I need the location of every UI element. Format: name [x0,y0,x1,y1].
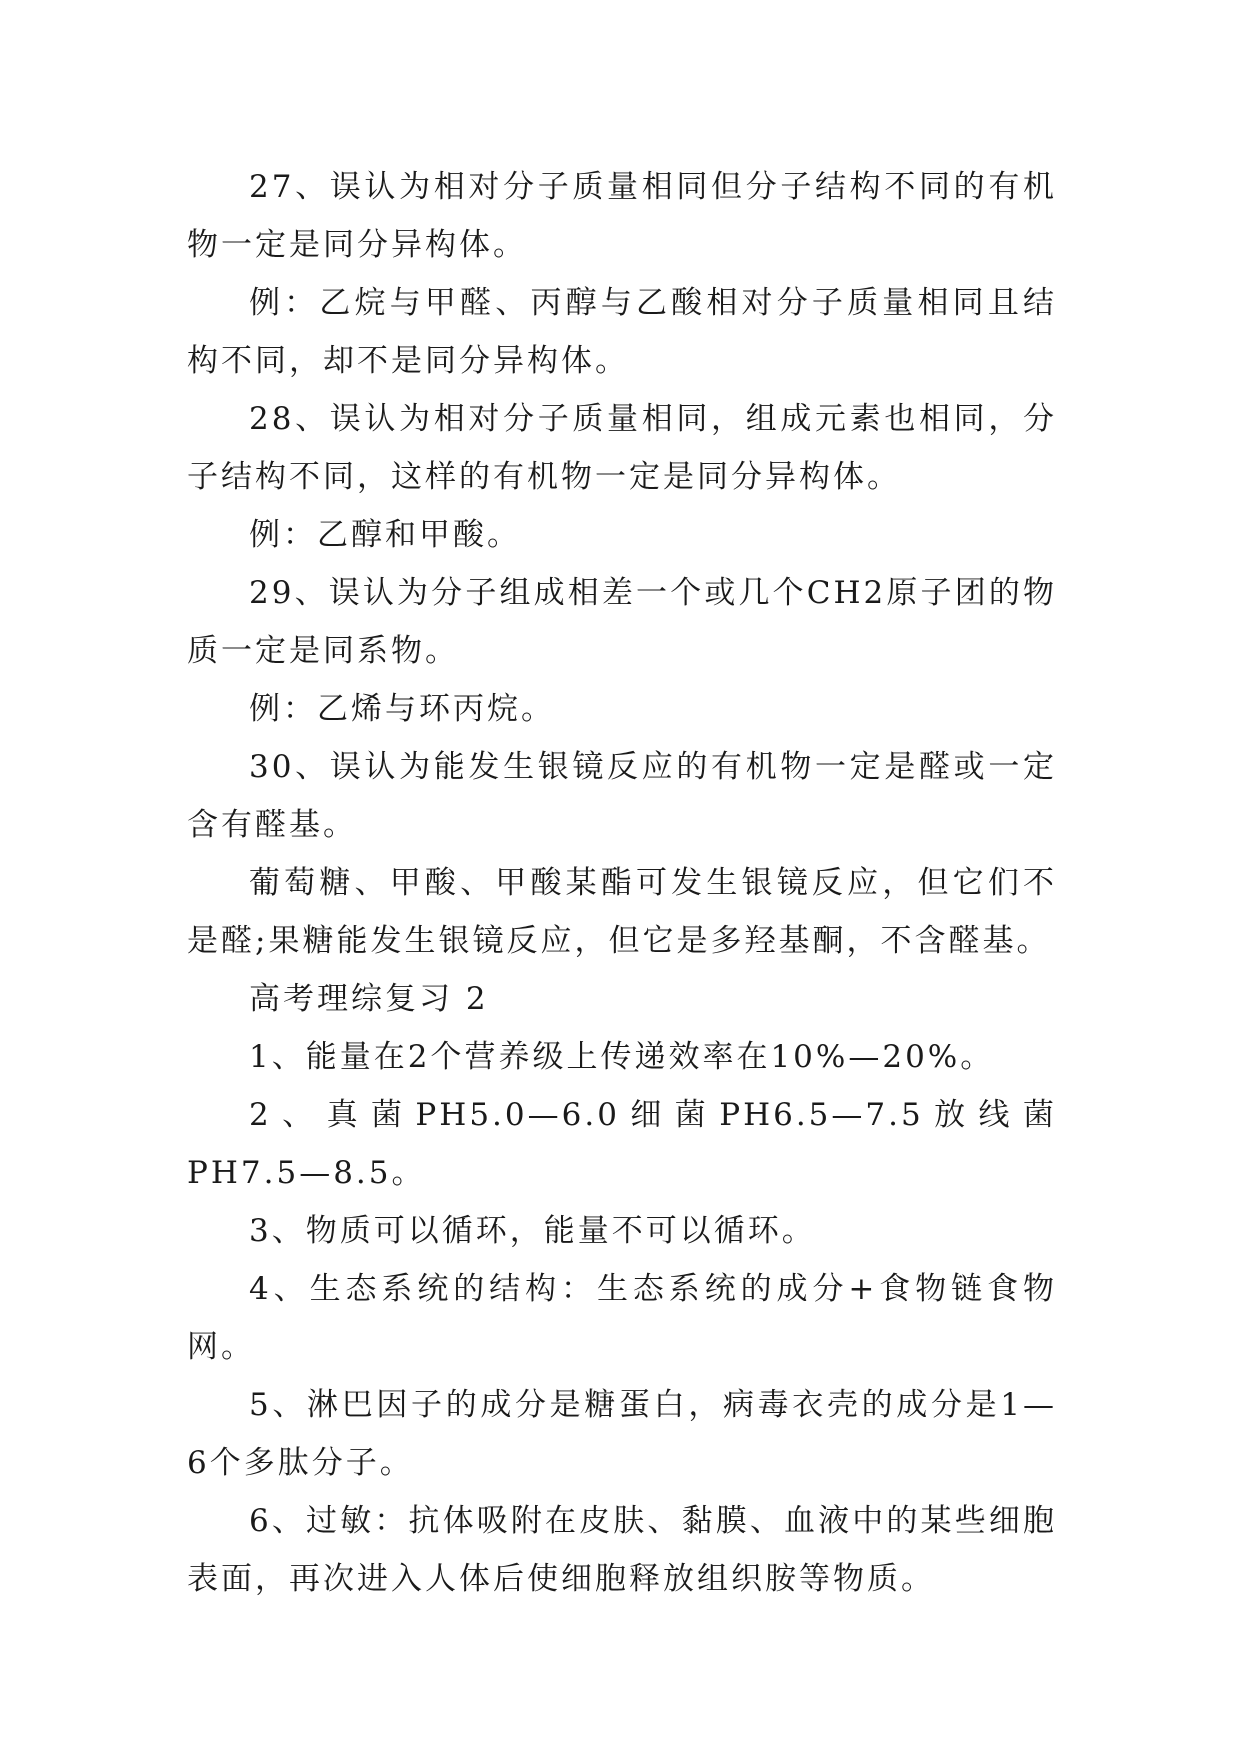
paragraph-item-29: 29、误认为分子组成相差一个或几个CH2原子团的物质一定是同系物。 [187,575,1057,669]
paragraph-item-27: 27、误认为相对分子质量相同但分子结构不同的有机物一定是同分异构体。 [187,169,1057,263]
paragraph-point-4: 4、生态系统的结构：生态系统的成分+食物链食物网。 [187,1271,1057,1365]
paragraph-point-1: 1、能量在2个营养级上传递效率在10%—20%。 [249,1039,995,1075]
paragraph-point-3: 3、物质可以循环，能量不可以循环。 [249,1213,816,1249]
paragraph-point-2: 2、真菌PH5.0—6.0细菌PH6.5—7.5放线菌PH7.5—8.5。 [187,1097,1057,1191]
paragraph-item-28: 28、误认为相对分子质量相同，组成元素也相同，分子结构不同，这样的有机物一定是同分异构体。 [187,401,1057,495]
paragraph-point-6: 6、过敏：抗体吸附在皮肤、黏膜、血液中的某些细胞表面，再次进入人体后使细胞释放组织胺等物质。 [187,1503,1057,1597]
paragraph-example-27: 例：乙烷与甲醛、丙醇与乙酸相对分子质量相同且结构不同，却不是同分异构体。 [187,285,1057,379]
section-heading: 高考理综复习 2 [249,981,489,1017]
paragraph-example-28: 例：乙醇和甲酸。 [249,517,521,553]
paragraph-item-30: 30、误认为能发生银镜反应的有机物一定是醛或一定含有醛基。 [187,749,1057,843]
paragraph-example-30: 葡萄糖、甲酸、甲酸某酯可发生银镜反应，但它们不是醛;果糖能发生银镜反应，但它是多羟基酮，不含醛基。 [187,865,1057,959]
document-body [187,158,1057,1608]
paragraph-point-5: 5、淋巴因子的成分是糖蛋白，病毒衣壳的成分是1—6个多肽分子。 [187,1387,1057,1481]
paragraph-example-29: 例：乙烯与环丙烷。 [249,691,555,727]
